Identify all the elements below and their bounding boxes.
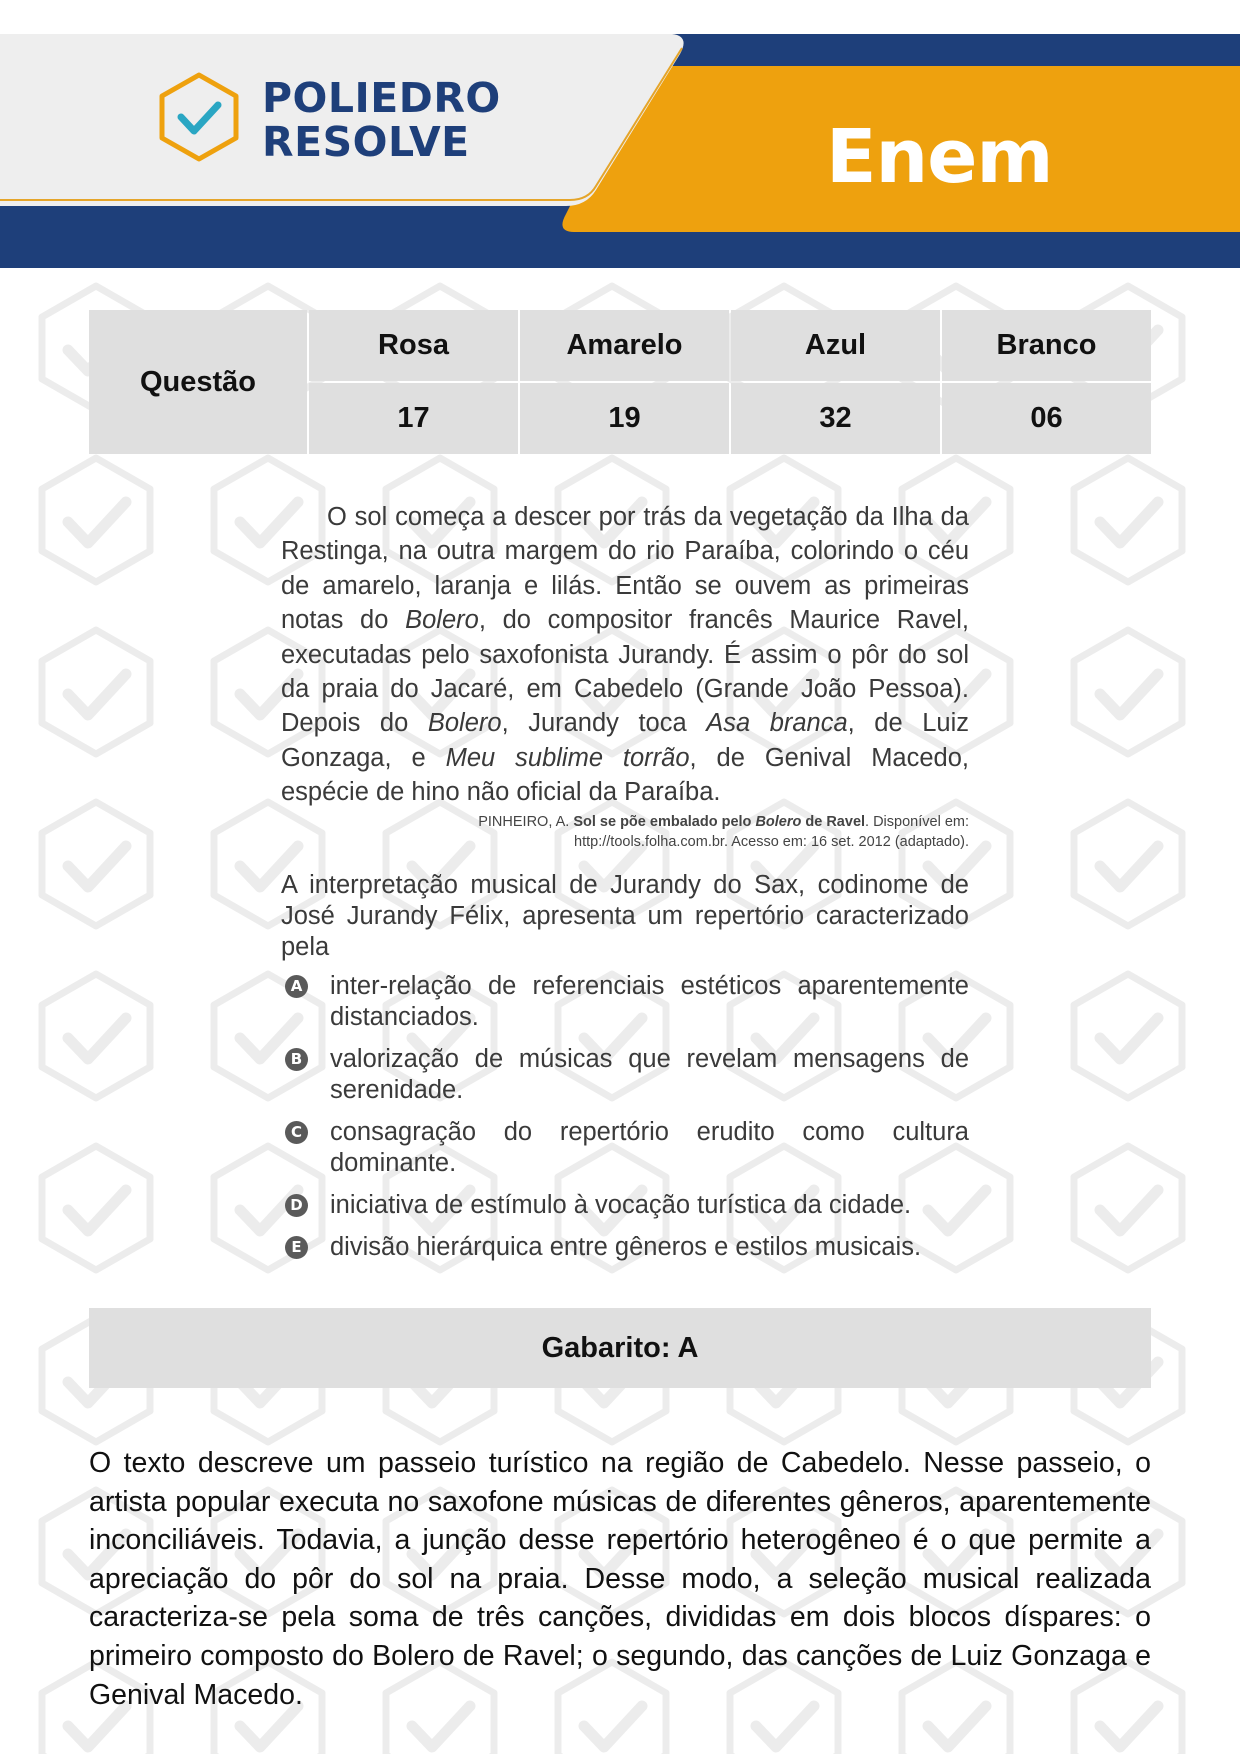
question-body	[281, 500, 969, 1274]
question-number-azul: 32	[731, 383, 940, 454]
column-header-rosa: Rosa	[309, 310, 518, 381]
source-author: PINHEIRO, A.	[478, 813, 574, 830]
source-availability: . Disponível em:	[865, 813, 969, 830]
passage-text: , de Genival Macedo, espécie de hino não oficial da Paraíba.	[281, 743, 969, 807]
question-passage	[281, 500, 969, 810]
passage-text: , Jurandy toca	[501, 709, 707, 738]
passage-italic-title: Bolero	[427, 709, 502, 738]
column-header-amarelo: Amarelo	[520, 310, 729, 381]
answer-key-bar	[89, 1308, 1151, 1388]
source-title-italic: Bolero	[755, 813, 802, 830]
answer-explanation: O texto descreve um passeio turístico na região de Cabedelo. Nesse passeio, o artista popular executa no saxofone músicas de diferentes gêneros, aparentemente inconciliáveis. Todavia, a junção desse repertório heterogêneo é o que permite a apreciação do pôr do sol na praia. Desse modo, a seleção musical realizada caracteriza-se pela soma de três canções, divididas em dois blocos díspares: o primeiro composto do Bolero de Ravel; o segundo, das canções de Luiz Gonzaga e Genival Macedo.	[89, 1447, 1151, 1711]
option-text: valorização de músicas que revelam mensagens de serenidade.	[330, 1044, 969, 1104]
passage-italic-title: Bolero	[405, 606, 479, 635]
brand-line-2: RESOLVE	[262, 118, 470, 166]
answer-key-label: Gabarito: A	[541, 1331, 699, 1364]
passage-italic-title: Meu sublime torrão	[445, 743, 690, 772]
option-text: iniciativa de estímulo à vocação turística da cidade.	[330, 1190, 912, 1219]
question-number-branco: 06	[942, 383, 1151, 454]
brand-line-1: POLIEDRO	[262, 74, 501, 122]
question-number-amarelo: 19	[520, 383, 729, 454]
passage-text: O sol começa a descer por trás da vegetação da Ilha da Restinga, na outra margem do rio Paraíba, colorindo o céu de amarelo, laranja e lilás. Então se ouvem as primeiras notas do	[281, 503, 969, 635]
source-title-part: Sol se põe embalado pelo	[573, 813, 756, 830]
question-stem: A interpretação musical de Jurandy do Sax, codinome de José Jurandy Félix, apresenta um repertório caracterizado pela	[281, 870, 969, 961]
option-letter-b: B	[285, 1048, 308, 1071]
option-text: divisão hierárquica entre gêneros e estilos musicais.	[330, 1232, 922, 1261]
option-d[interactable]	[281, 1190, 969, 1221]
exam-title: Enem	[826, 114, 1053, 200]
option-c[interactable]	[281, 1117, 969, 1179]
source-title	[573, 814, 865, 830]
option-a[interactable]	[281, 971, 969, 1033]
source-title-part: de Ravel	[801, 813, 866, 830]
column-header-branco: Branco	[942, 310, 1151, 381]
option-text: inter-relação de referenciais estéticos aparentemente distanciados.	[330, 971, 969, 1031]
question-number-rosa: 17	[309, 383, 518, 454]
page-header	[0, 0, 1240, 268]
question-row-label: Questão	[89, 310, 307, 454]
brand-logo-text	[262, 76, 501, 164]
option-letter-a: A	[285, 975, 308, 998]
logo-check-icon	[156, 70, 242, 164]
passage-text: , de Luiz Gonzaga, e	[281, 709, 969, 772]
option-letter-d: D	[285, 1194, 308, 1217]
passage-text: , do compositor francês Maurice Ravel, executadas pelo saxofonista Jurandy. É assim o pôr do sol da praia do Jacaré, em Cabedelo (Grande João Pessoa). Depois do	[281, 606, 969, 738]
answer-options	[281, 971, 969, 1263]
passage-source	[281, 812, 969, 852]
option-text: consagração do repertório erudito como cultura dominante.	[330, 1117, 969, 1177]
passage-italic-title: Asa branca	[706, 709, 848, 738]
column-header-azul: Azul	[731, 310, 940, 381]
option-letter-e: E	[285, 1236, 308, 1259]
option-e[interactable]	[281, 1232, 969, 1263]
option-b[interactable]	[281, 1044, 969, 1106]
question-number-table	[89, 310, 1151, 454]
source-url-access: http://tools.folha.com.br. Acesso em: 16 set. 2012 (adaptado).	[574, 833, 969, 850]
option-letter-c: C	[285, 1121, 308, 1144]
